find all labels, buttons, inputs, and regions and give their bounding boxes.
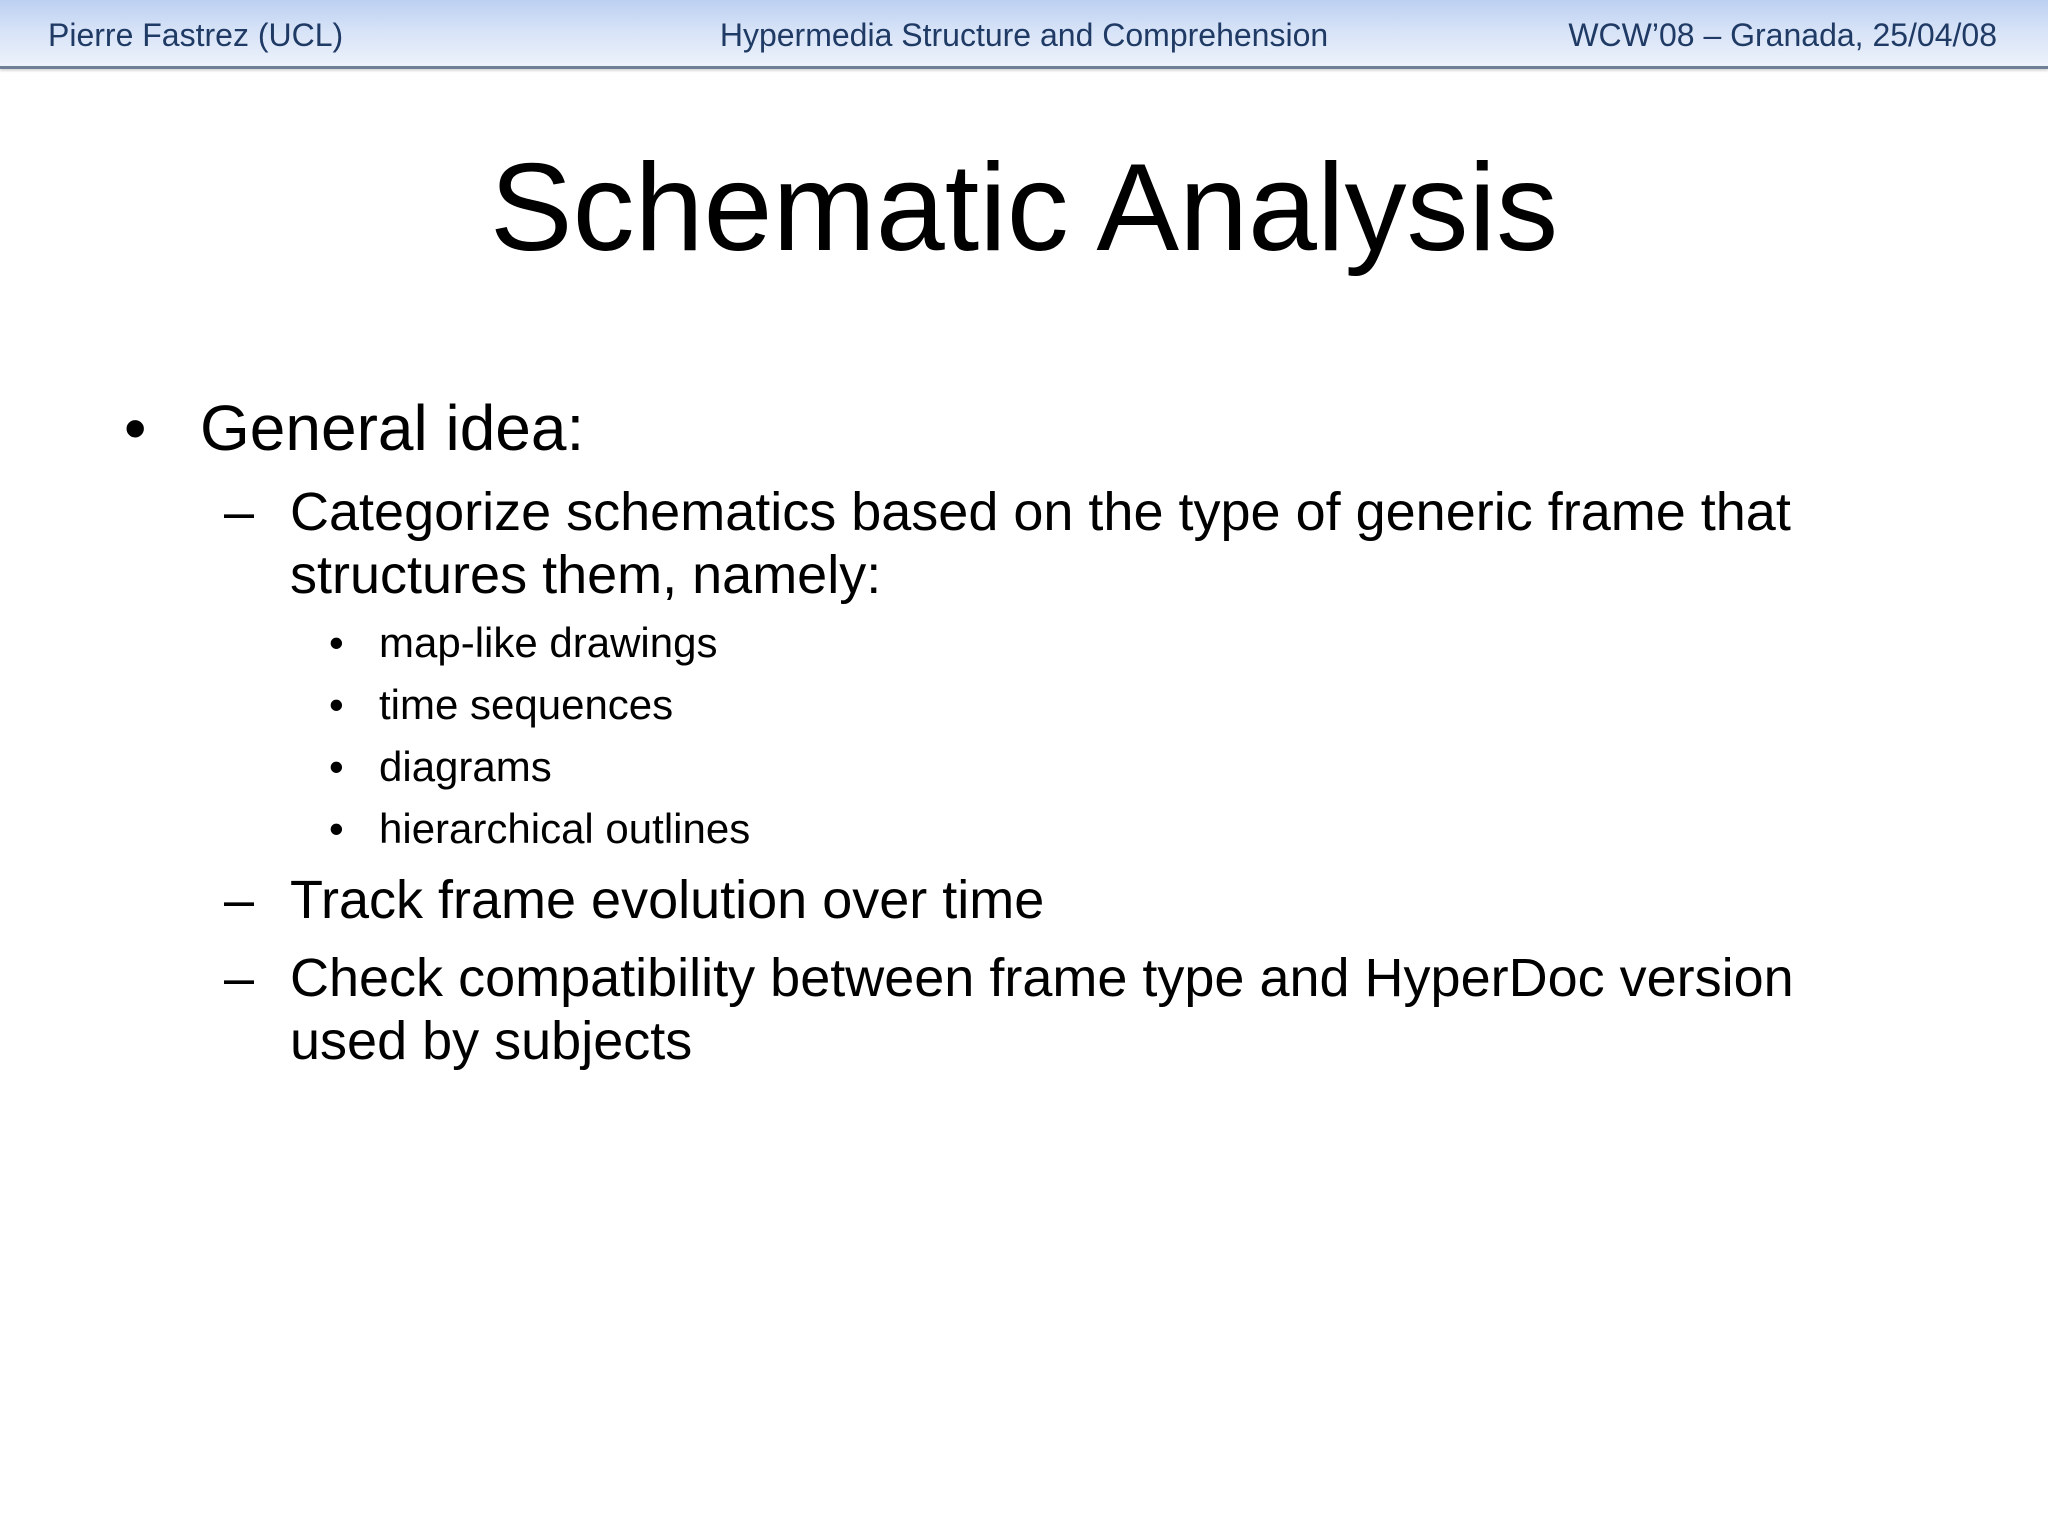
bullet-icon: •: [329, 743, 344, 790]
frame-type-item: map-like drawings: [379, 619, 718, 666]
dash-icon: –: [224, 870, 255, 930]
dash-icon: –: [224, 948, 255, 1008]
dash-icon: –: [224, 482, 255, 542]
header-author: Pierre Fastrez (UCL): [48, 17, 344, 53]
sub-point-track: Track frame evolution over time: [290, 870, 1045, 930]
main-point: General idea:: [200, 392, 585, 464]
bullet-icon: •: [329, 619, 344, 666]
frame-type-item: diagrams: [379, 743, 552, 790]
sub-point-check-line2: used by subjects: [290, 1011, 693, 1071]
sub-point-categorize-line1: Categorize schematics based on the type of generic frame that: [290, 482, 1791, 542]
sub-point-check-line1: Check compatibility between frame type and HyperDoc version: [290, 948, 1794, 1008]
slide-title: Schematic Analysis: [489, 139, 1559, 277]
frame-type-item: time sequences: [379, 681, 674, 728]
header-event-date: WCW’08 – Granada, 25/04/08: [1568, 17, 1997, 53]
frame-type-item: hierarchical outlines: [379, 805, 751, 852]
bullet-icon: •: [124, 392, 147, 464]
sub-point-categorize-line2: structures them, namely:: [290, 545, 882, 605]
header-presentation-title: Hypermedia Structure and Comprehension: [719, 17, 1329, 53]
bullet-icon: •: [329, 805, 344, 852]
bullet-icon: •: [329, 681, 344, 728]
